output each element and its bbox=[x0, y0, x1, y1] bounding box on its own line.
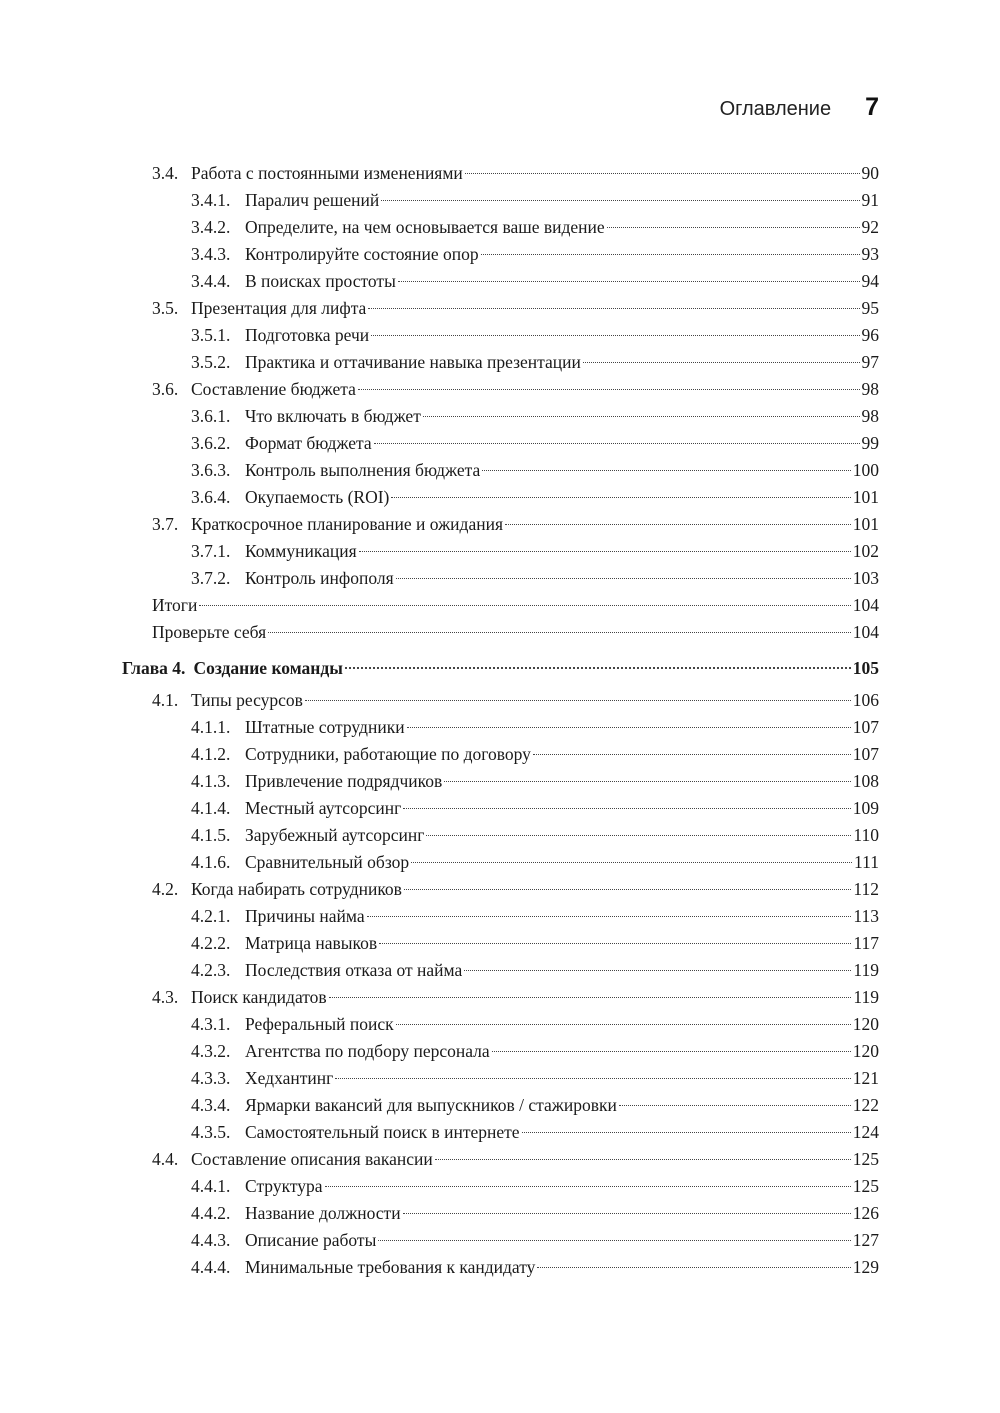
dot-leader bbox=[199, 605, 850, 606]
toc-entry-title: Краткосрочное планирование и ожидания bbox=[191, 514, 504, 534]
toc-subsection[interactable] bbox=[0, 1011, 879, 1038]
toc-entry-number: 4.3.2. bbox=[191, 1041, 231, 1061]
toc-entry-page: 110 bbox=[853, 825, 879, 845]
toc-entry-title: Когда набирать сотрудников bbox=[191, 879, 402, 899]
dot-leader bbox=[444, 781, 850, 782]
toc-entry-page: 122 bbox=[852, 1095, 879, 1115]
toc-entry-title: Типы ресурсов bbox=[191, 690, 303, 710]
dot-leader bbox=[465, 173, 860, 174]
dot-leader bbox=[268, 632, 851, 633]
toc-entry-title: Паралич решений bbox=[245, 190, 380, 210]
toc-entry-page: 119 bbox=[853, 987, 879, 1007]
toc-entry-title: Местный аутсорсинг bbox=[245, 798, 402, 818]
toc-entry-number: 4.1.2. bbox=[191, 744, 231, 764]
dot-leader bbox=[367, 916, 852, 917]
toc-entry-number: 4.2.3. bbox=[191, 960, 231, 980]
toc-subsection[interactable] bbox=[0, 1227, 879, 1254]
dot-leader bbox=[505, 524, 851, 525]
toc-subsection[interactable] bbox=[0, 1092, 879, 1119]
toc-entry-title: Определите, на чем основывается ваше видение bbox=[245, 217, 605, 237]
toc-entry-page: 120 bbox=[852, 1014, 879, 1034]
toc-entry-number: Глава 4. bbox=[122, 658, 186, 678]
toc-entry-page: 91 bbox=[861, 190, 879, 210]
toc-entry-number: 4.3.3. bbox=[191, 1068, 231, 1088]
toc-entry-title: Описание работы bbox=[245, 1230, 377, 1250]
toc-section[interactable] bbox=[0, 1146, 879, 1173]
dot-leader bbox=[374, 443, 860, 444]
toc-entry-page: 109 bbox=[852, 798, 879, 818]
toc-entry-number: 4.2.2. bbox=[191, 933, 231, 953]
toc-subsection[interactable] bbox=[0, 349, 879, 376]
toc-entry-number: 4.1.1. bbox=[191, 717, 231, 737]
toc-subsection[interactable] bbox=[0, 822, 879, 849]
toc-section[interactable] bbox=[0, 876, 879, 903]
toc-entry-title: Коммуникация bbox=[245, 541, 357, 561]
toc-entry-title: Итоги bbox=[152, 595, 198, 615]
toc-section[interactable] bbox=[0, 160, 879, 187]
toc-entry-title: Подготовка речи bbox=[245, 325, 370, 345]
toc-entry-title: Название должности bbox=[245, 1203, 401, 1223]
page-number: 7 bbox=[865, 93, 879, 121]
dot-leader bbox=[407, 727, 851, 728]
toc-subsection[interactable] bbox=[0, 903, 879, 930]
toc-subsection[interactable] bbox=[0, 795, 879, 822]
toc-subsection[interactable] bbox=[0, 1200, 879, 1227]
toc-entry-title: Контролируйте состояние опор bbox=[245, 244, 479, 264]
toc-entry-title: Минимальные требования к кандидату bbox=[245, 1257, 536, 1277]
dot-leader bbox=[329, 997, 852, 998]
toc-entry-number: 3.4.4. bbox=[191, 271, 231, 291]
toc-subsection[interactable] bbox=[0, 1038, 879, 1065]
toc-entry-page: 125 bbox=[852, 1149, 879, 1169]
toc-entry-title: Привлечение подрядчиков bbox=[245, 771, 443, 791]
dot-leader bbox=[396, 1024, 851, 1025]
toc-entry-title: В поисках простоты bbox=[245, 271, 396, 291]
toc-subsection[interactable] bbox=[0, 484, 879, 511]
toc-entry-number: 4.2.1. bbox=[191, 906, 231, 926]
toc-entry-number: 4.4. bbox=[152, 1149, 179, 1169]
dot-leader bbox=[335, 1078, 850, 1079]
toc-entry-number: 3.7.1. bbox=[191, 541, 231, 561]
toc-entry-title: Сравнительный обзор bbox=[245, 852, 410, 872]
toc-entry-page: 113 bbox=[853, 906, 879, 926]
dot-leader bbox=[607, 227, 860, 228]
toc-entry-number: 3.4.2. bbox=[191, 217, 231, 237]
toc-section[interactable] bbox=[0, 511, 879, 538]
toc-entry-page: 119 bbox=[853, 960, 879, 980]
toc-entry-title: Составление бюджета bbox=[191, 379, 356, 399]
dot-leader bbox=[411, 862, 852, 863]
toc-entry-page: 98 bbox=[861, 379, 879, 399]
toc-entry-number: 3.6.2. bbox=[191, 433, 231, 453]
dot-leader bbox=[619, 1105, 851, 1106]
toc-entry-number: 3.6. bbox=[152, 379, 179, 399]
dot-leader bbox=[398, 281, 860, 282]
toc-section[interactable] bbox=[0, 592, 879, 619]
toc-subsection[interactable] bbox=[0, 1254, 879, 1281]
toc-entry-page: 96 bbox=[861, 325, 879, 345]
toc-subsection[interactable] bbox=[0, 457, 879, 484]
toc-entry-title: Матрица навыков bbox=[245, 933, 378, 953]
toc-entry-number: 4.3. bbox=[152, 987, 179, 1007]
toc-entry-number: 4.4.1. bbox=[191, 1176, 231, 1196]
toc-entry-page: 90 bbox=[861, 163, 879, 183]
dot-leader bbox=[403, 1213, 851, 1214]
toc-entry-page: 127 bbox=[852, 1230, 879, 1250]
dot-leader bbox=[482, 470, 850, 471]
dot-leader bbox=[371, 335, 859, 336]
toc-entry-title: Зарубежный аутсорсинг bbox=[245, 825, 425, 845]
toc-entry-title: Окупаемость (ROI) bbox=[245, 487, 390, 507]
dot-leader bbox=[583, 362, 860, 363]
toc-subsection[interactable] bbox=[0, 1065, 879, 1092]
toc-subsection[interactable] bbox=[0, 214, 879, 241]
toc-subsection[interactable] bbox=[0, 930, 879, 957]
dot-leader bbox=[359, 551, 851, 552]
toc-entry-number: 3.6.4. bbox=[191, 487, 231, 507]
toc-entry-title: Практика и оттачивание навыка презентации bbox=[245, 352, 581, 372]
dot-leader bbox=[403, 808, 851, 809]
toc-entry-page: 99 bbox=[861, 433, 879, 453]
toc-entry-title: Штатные сотрудники bbox=[245, 717, 405, 737]
toc-subsection[interactable] bbox=[0, 538, 879, 565]
toc-entry-title: Причины найма bbox=[245, 906, 365, 926]
toc-entry-number: 4.3.5. bbox=[191, 1122, 231, 1142]
toc-entry-title: Презентация для лифта bbox=[191, 298, 367, 318]
toc-subsection[interactable] bbox=[0, 322, 879, 349]
toc-entry-title: Структура bbox=[245, 1176, 323, 1196]
toc-entry-number: 3.7.2. bbox=[191, 568, 231, 588]
toc-entry-number: 3.6.1. bbox=[191, 406, 231, 426]
toc-entry-title: Проверьте себя bbox=[152, 622, 267, 642]
toc-entry-page: 103 bbox=[852, 568, 879, 588]
toc-subsection[interactable] bbox=[0, 849, 879, 876]
toc-section[interactable] bbox=[0, 295, 879, 322]
toc-subsection[interactable] bbox=[0, 565, 879, 592]
toc-entry-number: 4.2. bbox=[152, 879, 179, 899]
toc-subsection[interactable] bbox=[0, 268, 879, 295]
toc-subsection[interactable] bbox=[0, 187, 879, 214]
toc-entry-title: Хедхантинг bbox=[245, 1068, 334, 1088]
toc-entry-title: Контроль выполнения бюджета bbox=[245, 460, 481, 480]
dot-leader bbox=[522, 1132, 851, 1133]
toc-section[interactable] bbox=[0, 376, 879, 403]
toc-entry-number: 4.4.3. bbox=[191, 1230, 231, 1250]
toc-entry-page: 101 bbox=[852, 514, 879, 534]
toc-entry-page: 117 bbox=[853, 933, 879, 953]
dot-leader bbox=[537, 1267, 850, 1268]
toc-section[interactable] bbox=[0, 984, 879, 1011]
dot-leader bbox=[404, 889, 851, 890]
toc-entry-title: Составление описания вакансии bbox=[191, 1149, 433, 1169]
toc-section[interactable] bbox=[0, 619, 879, 646]
toc-entry-title: Самостоятельный поиск в интернете bbox=[245, 1122, 520, 1142]
toc-entry-page: 120 bbox=[852, 1041, 879, 1061]
toc-entry-page: 121 bbox=[852, 1068, 879, 1088]
toc-entry-title: Формат бюджета bbox=[245, 433, 372, 453]
dot-leader bbox=[391, 497, 850, 498]
toc-entry-number: 4.3.1. bbox=[191, 1014, 231, 1034]
toc-entry-title: Последствия отказа от найма bbox=[245, 960, 463, 980]
toc-entry-page: 93 bbox=[861, 244, 879, 264]
toc-entry-title: Сотрудники, работающие по договору bbox=[245, 744, 531, 764]
toc-entry-number: 4.3.4. bbox=[191, 1095, 231, 1115]
dot-leader bbox=[423, 416, 860, 417]
toc-subsection[interactable] bbox=[0, 1173, 879, 1200]
dot-leader bbox=[378, 1240, 850, 1241]
toc-entry-page: 97 bbox=[861, 352, 879, 372]
toc-entry-title: Реферальный поиск bbox=[245, 1014, 394, 1034]
toc-entry-page: 104 bbox=[852, 595, 879, 615]
toc-entry-title: Поиск кандидатов bbox=[191, 987, 327, 1007]
toc-entry-page: 98 bbox=[861, 406, 879, 426]
toc-entry-page: 100 bbox=[852, 460, 879, 480]
dot-leader bbox=[426, 835, 851, 836]
toc-entry-page: 112 bbox=[853, 879, 879, 899]
dot-leader bbox=[396, 578, 851, 579]
toc-entry-page: 104 bbox=[852, 622, 879, 642]
toc-entry-number: 3.5.2. bbox=[191, 352, 231, 372]
toc-entry-page: 94 bbox=[861, 271, 879, 291]
toc-subsection[interactable] bbox=[0, 768, 879, 795]
dot-leader bbox=[533, 754, 851, 755]
toc-entry-page: 124 bbox=[852, 1122, 879, 1142]
running-header-title: Оглавление bbox=[719, 98, 832, 120]
toc-section[interactable] bbox=[0, 687, 879, 714]
toc-entry-number: 4.4.4. bbox=[191, 1257, 231, 1277]
toc-entry-number: 4.1.4. bbox=[191, 798, 231, 818]
toc-chapter[interactable] bbox=[0, 655, 879, 682]
dot-leader bbox=[325, 1186, 851, 1187]
toc-subsection[interactable] bbox=[0, 403, 879, 430]
toc-subsection[interactable] bbox=[0, 714, 879, 741]
toc-entry-number: 4.1.3. bbox=[191, 771, 231, 791]
dot-leader bbox=[305, 700, 851, 701]
dot-leader bbox=[481, 254, 860, 255]
toc-subsection[interactable] bbox=[0, 957, 879, 984]
toc-entry-page: 126 bbox=[852, 1203, 879, 1223]
dot-leader bbox=[358, 389, 860, 390]
toc-entry-number: 4.1.6. bbox=[191, 852, 231, 872]
dot-leader bbox=[381, 200, 859, 201]
toc-subsection[interactable] bbox=[0, 241, 879, 268]
dot-leader bbox=[345, 667, 851, 669]
toc-entry-page: 107 bbox=[852, 744, 879, 764]
toc-entry-number: 3.4. bbox=[152, 163, 179, 183]
dot-leader bbox=[492, 1051, 851, 1052]
toc-entry-number: 3.4.3. bbox=[191, 244, 231, 264]
toc-entry-page: 129 bbox=[852, 1257, 879, 1277]
dot-leader bbox=[435, 1159, 851, 1160]
dot-leader bbox=[464, 970, 851, 971]
toc-entry-title: Работа с постоянными изменениями bbox=[191, 163, 463, 183]
toc-entry-title: Что включать в бюджет bbox=[245, 406, 421, 426]
dot-leader bbox=[379, 943, 851, 944]
toc-entry-page: 101 bbox=[852, 487, 879, 507]
toc-entry-page: 111 bbox=[854, 852, 879, 872]
toc-entry-number: 3.4.1. bbox=[191, 190, 231, 210]
toc-entry-page: 92 bbox=[861, 217, 879, 237]
toc-entry-number: 3.5. bbox=[152, 298, 179, 318]
toc-entry-page: 108 bbox=[852, 771, 879, 791]
toc-entry-number: 4.1. bbox=[152, 690, 179, 710]
toc-entry-number: 4.1.5. bbox=[191, 825, 231, 845]
toc-entry-number: 4.4.2. bbox=[191, 1203, 231, 1223]
toc-entry-number: 3.6.3. bbox=[191, 460, 231, 480]
toc-entry-page: 102 bbox=[852, 541, 879, 561]
toc-subsection[interactable] bbox=[0, 741, 879, 768]
toc-entry-page: 125 bbox=[852, 1176, 879, 1196]
toc-entry-page: 95 bbox=[861, 298, 879, 318]
toc-entry-number: 3.5.1. bbox=[191, 325, 231, 345]
toc-subsection[interactable] bbox=[0, 1119, 879, 1146]
toc-entry-title: Контроль инфополя bbox=[245, 568, 394, 588]
toc-entry-page: 106 bbox=[852, 690, 879, 710]
toc-subsection[interactable] bbox=[0, 430, 879, 457]
toc-entry-title: Агентства по подбору персонала bbox=[245, 1041, 490, 1061]
toc-entry-page: 105 bbox=[852, 658, 879, 678]
toc-entry-title: Создание команды bbox=[193, 658, 343, 678]
dot-leader bbox=[368, 308, 859, 309]
toc-entry-title: Ярмарки вакансий для выпускников / стажировки bbox=[245, 1095, 617, 1115]
toc-entry-number: 3.7. bbox=[152, 514, 179, 534]
toc-entry-page: 107 bbox=[852, 717, 879, 737]
